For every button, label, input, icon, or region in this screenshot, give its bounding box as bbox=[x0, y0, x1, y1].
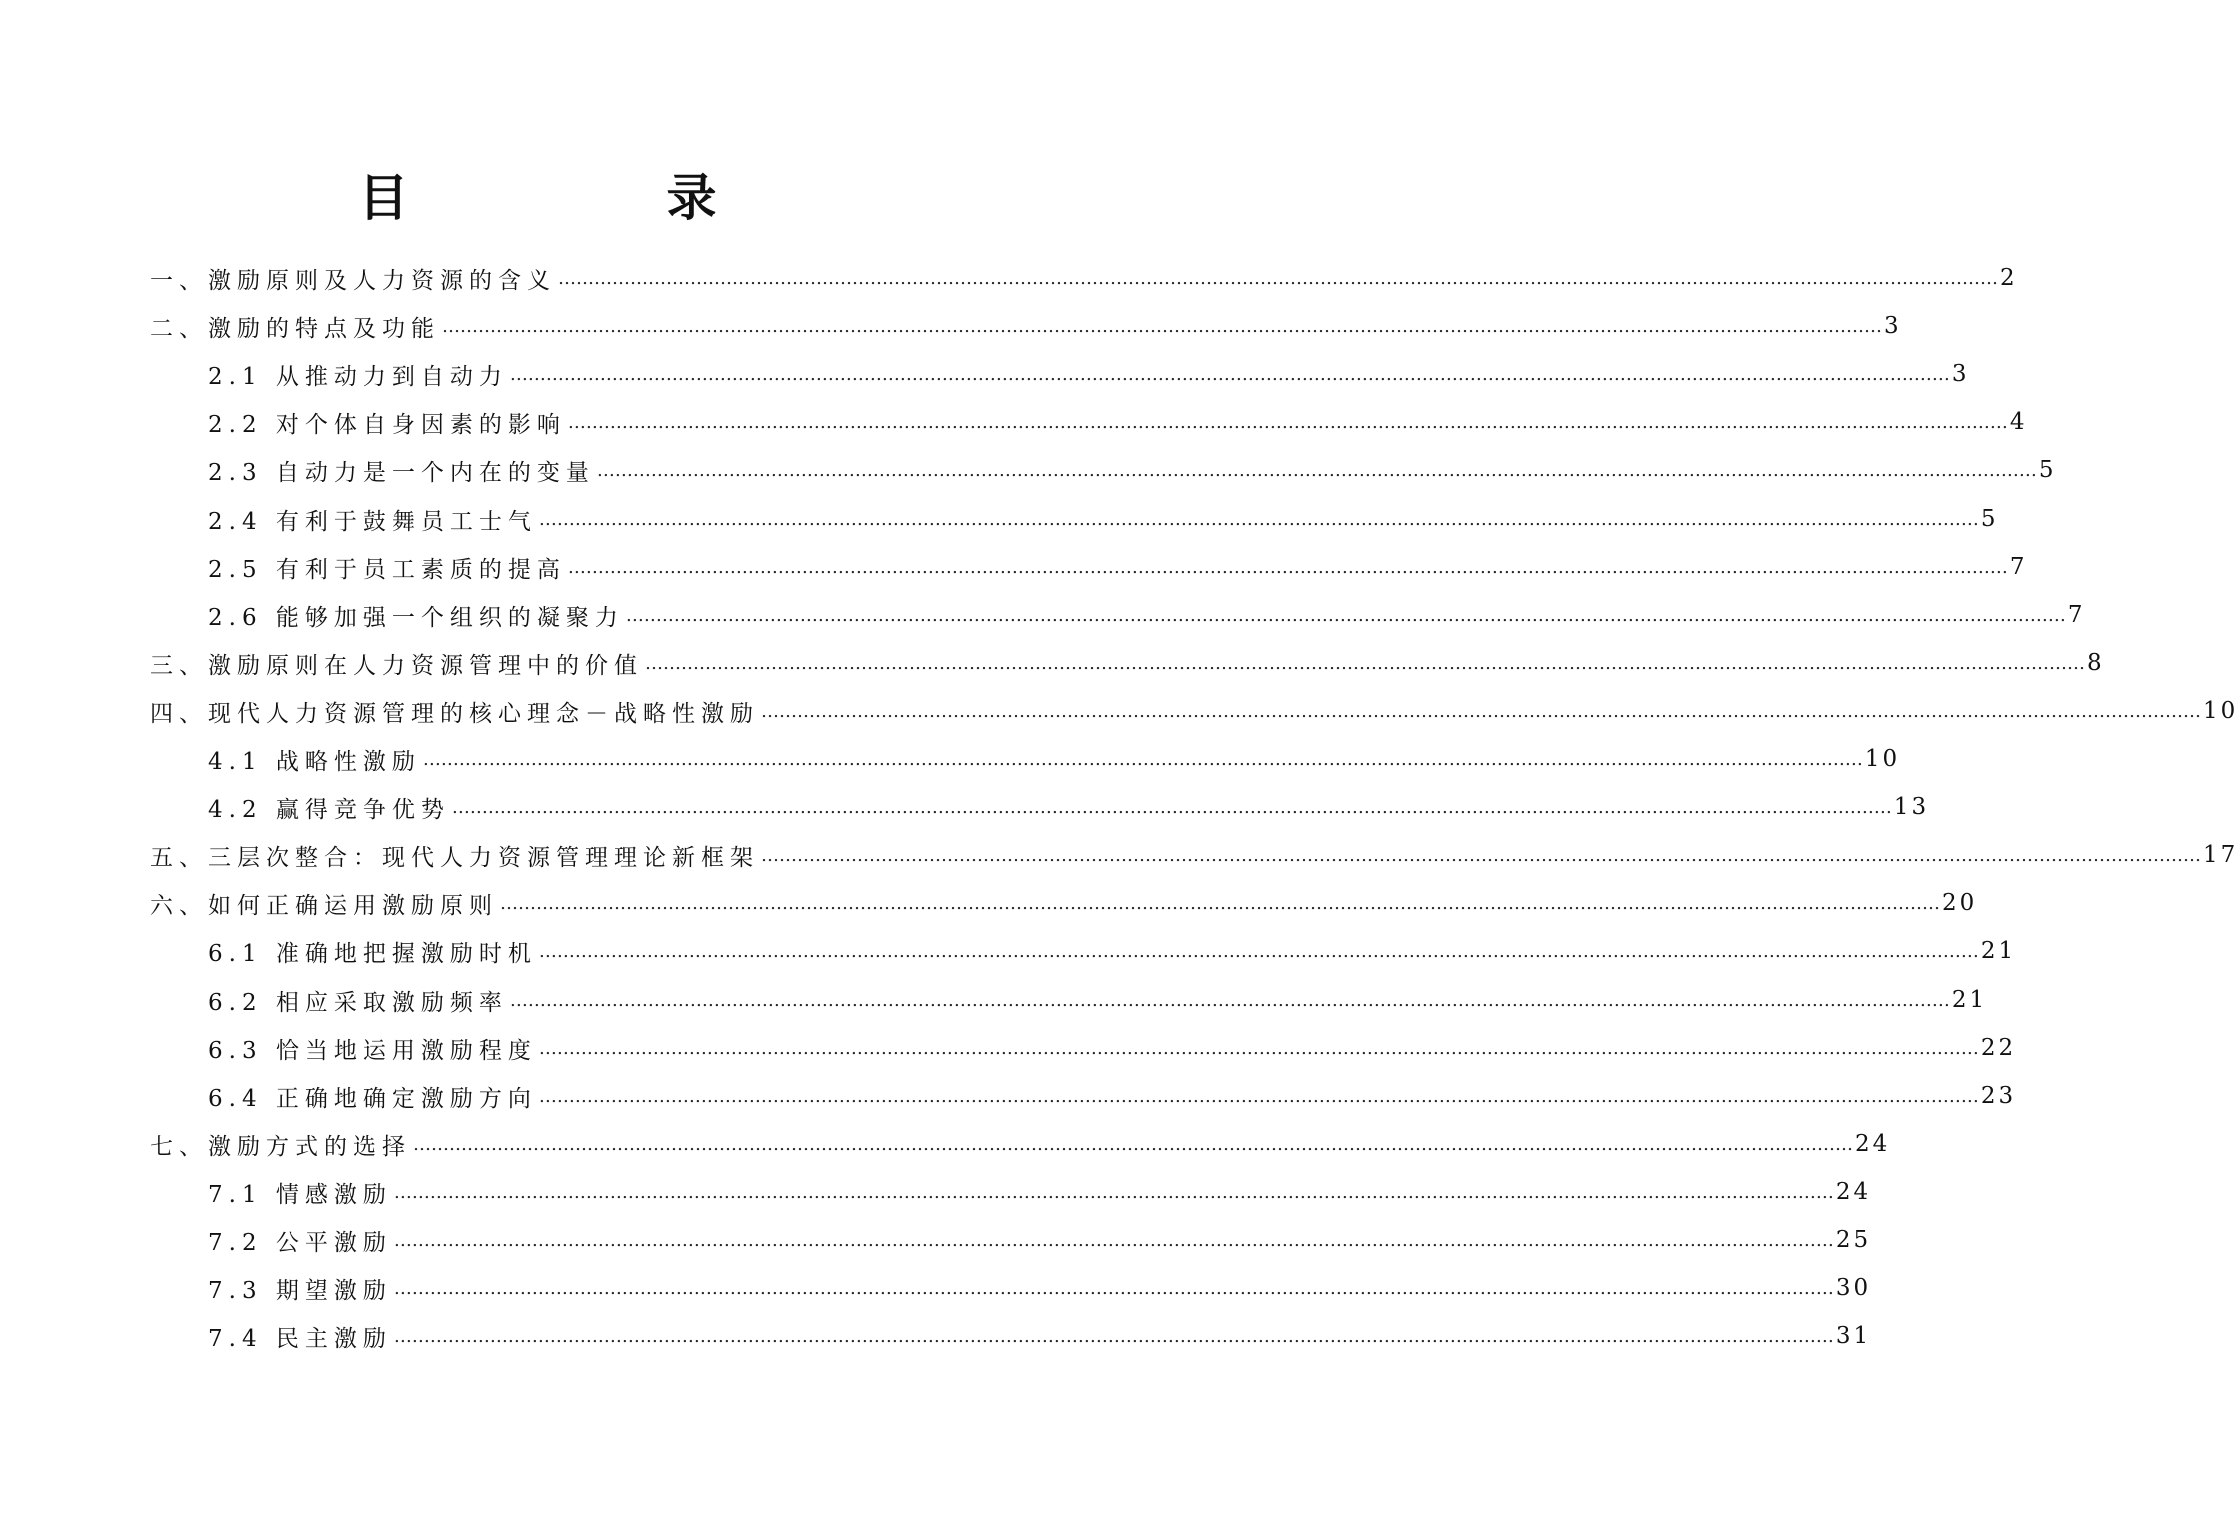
toc-entry-label: 6.3 恰当地运用激励程度 bbox=[208, 1037, 537, 1064]
toc-leader-dots: …………………………………………………………………………………………………………………………………………………………………………………………………………………… bbox=[538, 1085, 1979, 1107]
toc-entry[interactable] bbox=[208, 976, 1988, 1024]
toc-entry-label: 4.2 赢得竞争优势 bbox=[208, 796, 450, 823]
toc-leader-dots: …………………………………………………………………………………………………………………………………………………………………………………………………………………… bbox=[393, 1181, 1834, 1203]
toc-entry-label: 6.1 准确地把握激励时机 bbox=[208, 940, 537, 967]
toc-entry-label: 2.4 有利于鼓舞员工士气 bbox=[208, 508, 537, 535]
toc-page-number: 30 bbox=[1835, 1275, 1872, 1301]
toc-entry-label: 7.2 公平激励 bbox=[208, 1229, 392, 1256]
toc-page-number: 5 bbox=[2038, 457, 2057, 483]
toc-page-number: 7 bbox=[2067, 602, 2086, 628]
toc-page-number: 24 bbox=[1835, 1179, 1872, 1205]
toc-leader-dots: …………………………………………………………………………………………………………………………………………………………………………………………………………………… bbox=[567, 411, 2008, 433]
toc-page-number: 13 bbox=[1893, 794, 1930, 820]
toc-leader-dots: …………………………………………………………………………………………………………………………………………………………………………………………………………………… bbox=[596, 459, 2037, 481]
toc-leader-dots: …………………………………………………………………………………………………………………………………………………………………………………………………………………… bbox=[509, 363, 1950, 385]
toc-page-number: 5 bbox=[1980, 506, 1999, 532]
toc-entry-label: 2.1 从推动力到自动力 bbox=[208, 363, 508, 390]
toc-entry[interactable] bbox=[208, 1168, 1872, 1216]
toc-entry[interactable] bbox=[208, 927, 2017, 975]
toc-entry-label: 三、激励原则在人力资源管理中的价值 bbox=[150, 652, 643, 679]
toc-page-number: 10 bbox=[2203, 698, 2238, 724]
toc-page-number: 31 bbox=[1835, 1323, 1872, 1349]
toc-entry-label: 六、如何正确运用激励原则 bbox=[150, 892, 498, 919]
toc-page-number: 4 bbox=[2009, 409, 2028, 435]
toc-entry[interactable] bbox=[208, 543, 2028, 591]
toc-entry[interactable] bbox=[208, 398, 2028, 446]
toc-page-number: 20 bbox=[1942, 890, 1978, 916]
toc-entry-label: 7.3 期望激励 bbox=[208, 1277, 392, 1304]
toc-entry[interactable] bbox=[150, 302, 1902, 350]
toc-entry[interactable] bbox=[208, 1216, 1872, 1264]
toc-entry-label: 6.2 相应采取激励频率 bbox=[208, 989, 508, 1016]
toc-entry[interactable] bbox=[208, 446, 2057, 494]
toc-entry[interactable] bbox=[208, 1024, 2017, 1072]
toc-entry-label: 6.4 正确地确定激励方向 bbox=[208, 1085, 537, 1112]
toc-leader-dots: …………………………………………………………………………………………………………………………………………………………………………………………………………………… bbox=[393, 1277, 1834, 1299]
toc-entry[interactable] bbox=[150, 687, 2238, 735]
toc-entry-label: 7.4 民主激励 bbox=[208, 1325, 392, 1352]
toc-entry-label: 7.1 情感激励 bbox=[208, 1181, 392, 1208]
toc-page-number: 23 bbox=[1980, 1083, 2017, 1109]
toc-entry[interactable] bbox=[150, 879, 1978, 927]
toc-entry[interactable] bbox=[208, 1072, 2017, 1120]
toc-page-number: 21 bbox=[1951, 987, 1988, 1013]
toc-entry[interactable] bbox=[208, 495, 1999, 543]
toc-page-number: 7 bbox=[2009, 554, 2028, 580]
toc-entry-label: 一、激励原则及人力资源的含义 bbox=[150, 267, 556, 294]
toc-leader-dots: …………………………………………………………………………………………………………………………………………………………………………………………………………………… bbox=[393, 1325, 1834, 1347]
toc-leader-dots: …………………………………………………………………………………………………………………………………………………………………………………………………………………… bbox=[393, 1229, 1834, 1251]
toc-leader-dots: …………………………………………………………………………………………………………………………………………………………………………………………………………………… bbox=[451, 796, 1892, 818]
toc-entry[interactable] bbox=[208, 783, 1930, 831]
toc-entry-label: 2.6 能够加强一个组织的凝聚力 bbox=[208, 604, 624, 631]
toc-entry-label: 2.3 自动力是一个内在的变量 bbox=[208, 459, 595, 486]
toc-leader-dots: …………………………………………………………………………………………………………………………………………………………………………………………………………………… bbox=[761, 700, 2201, 722]
toc-entry-label: 2.2 对个体自身因素的影响 bbox=[208, 411, 566, 438]
toc-leader-dots: …………………………………………………………………………………………………………………………………………………………………………………………………………………… bbox=[625, 604, 2066, 626]
toc-page-number: 2 bbox=[2000, 265, 2018, 291]
toc-page-number: 8 bbox=[2087, 650, 2105, 676]
toc-entry[interactable] bbox=[150, 254, 2018, 302]
toc-entry[interactable] bbox=[208, 1264, 1872, 1312]
toc-entry[interactable] bbox=[208, 1312, 1872, 1360]
toc-leader-dots: …………………………………………………………………………………………………………………………………………………………………………………………………………………… bbox=[567, 556, 2008, 578]
toc-entry[interactable] bbox=[208, 591, 2086, 639]
toc-page-number: 3 bbox=[1884, 313, 1902, 339]
toc-page-number: 25 bbox=[1835, 1227, 1872, 1253]
page-title: 目 录 bbox=[358, 169, 821, 227]
toc-leader-dots: …………………………………………………………………………………………………………………………………………………………………………………………………………………… bbox=[538, 940, 1979, 962]
toc-page-number: 17 bbox=[2203, 842, 2238, 868]
toc-leader-dots: …………………………………………………………………………………………………………………………………………………………………………………………………………………… bbox=[422, 748, 1863, 770]
toc-page-number: 10 bbox=[1864, 746, 1901, 772]
toc-entry[interactable] bbox=[208, 350, 1970, 398]
toc-entry[interactable] bbox=[208, 735, 1901, 783]
toc-leader-dots: …………………………………………………………………………………………………………………………………………………………………………………………………………………… bbox=[500, 892, 1940, 914]
toc-leader-dots: …………………………………………………………………………………………………………………………………………………………………………………………………………………… bbox=[413, 1133, 1853, 1155]
toc-page-number: 21 bbox=[1980, 938, 2017, 964]
toc-page-number: 24 bbox=[1855, 1131, 1891, 1157]
toc-page-number: 3 bbox=[1951, 361, 1970, 387]
toc-page-number: 22 bbox=[1980, 1035, 2017, 1061]
toc-leader-dots: …………………………………………………………………………………………………………………………………………………………………………………………………………………… bbox=[538, 1037, 1979, 1059]
toc-leader-dots: …………………………………………………………………………………………………………………………………………………………………………………………………………………… bbox=[538, 508, 1979, 530]
toc-entry[interactable] bbox=[150, 1120, 1891, 1168]
toc-leader-dots: …………………………………………………………………………………………………………………………………………………………………………………………………………………… bbox=[442, 315, 1882, 337]
toc-entry-label: 四、现代人力资源管理的核心理念－战略性激励 bbox=[150, 700, 759, 727]
toc-entry-label: 七、激励方式的选择 bbox=[150, 1133, 411, 1160]
toc-leader-dots: …………………………………………………………………………………………………………………………………………………………………………………………………………………… bbox=[509, 989, 1950, 1011]
toc-leader-dots: …………………………………………………………………………………………………………………………………………………………………………………………………………………… bbox=[645, 652, 2085, 674]
toc-entry-label: 4.1 战略性激励 bbox=[208, 748, 421, 775]
toc-entry[interactable] bbox=[150, 831, 2238, 879]
toc-entry[interactable] bbox=[150, 639, 2105, 687]
toc-leader-dots: …………………………………………………………………………………………………………………………………………………………………………………………………………………… bbox=[761, 844, 2201, 866]
toc-entry-label: 2.5 有利于员工素质的提高 bbox=[208, 556, 566, 583]
toc-entry-label: 二、激励的特点及功能 bbox=[150, 315, 440, 342]
toc-entry-label: 五、三层次整合：现代人力资源管理理论新框架 bbox=[150, 844, 759, 871]
toc-leader-dots: …………………………………………………………………………………………………………………………………………………………………………………………………………………… bbox=[558, 267, 1998, 289]
